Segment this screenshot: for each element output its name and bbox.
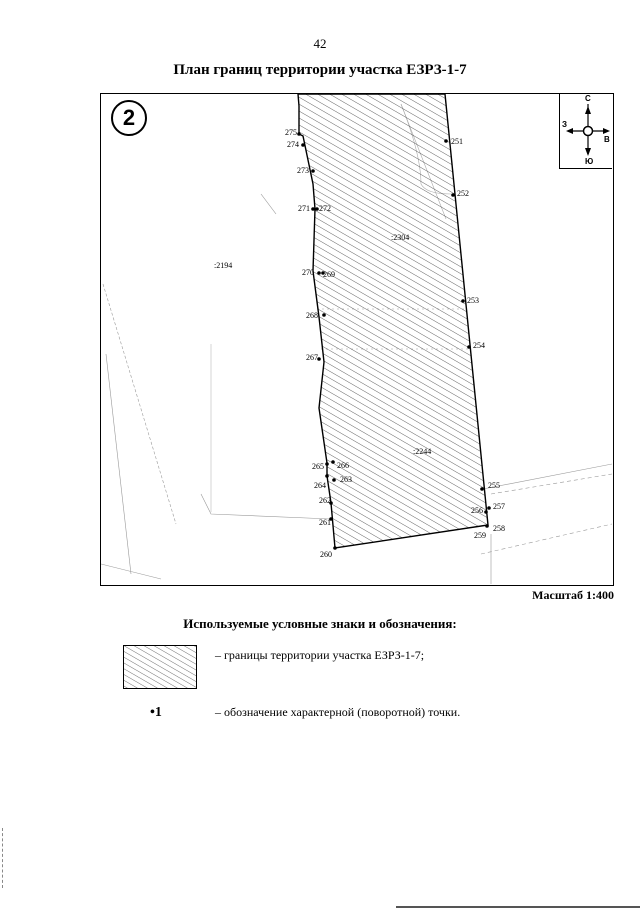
legend-heading: Используемые условные знаки и обозначения: xyxy=(183,616,457,631)
plan-title: План границ территории участка ЕЗРЗ-1-7 xyxy=(173,62,467,78)
compass-north-label: С xyxy=(585,94,591,103)
point-label-273: 273 xyxy=(297,166,309,175)
map-frame xyxy=(100,93,614,586)
point-label-255: 255 xyxy=(488,481,500,490)
point-label-267: 267 xyxy=(306,353,318,362)
compass-south-label: Ю xyxy=(585,157,594,166)
point-label-263: 263 xyxy=(340,475,352,484)
page-number: 42 xyxy=(313,36,327,51)
point-label-257: 257 xyxy=(493,502,505,511)
scan-bottom-line xyxy=(396,906,640,908)
point-label-262: 262 xyxy=(319,496,331,505)
point-label-268: 268 xyxy=(306,311,318,320)
hatch-swatch-icon xyxy=(124,646,196,688)
compass-rose xyxy=(559,94,612,169)
scan-edge-mark xyxy=(2,828,4,888)
compass-east-label: В xyxy=(604,135,610,144)
point-label-260: 260 xyxy=(320,550,332,559)
legend-hatch-swatch xyxy=(123,645,197,689)
compass-west-label: З xyxy=(562,120,568,129)
point-label-266: 266 xyxy=(337,461,349,470)
point-label-259: 259 xyxy=(474,531,486,540)
point-label-261: 261 xyxy=(319,518,331,527)
sheet-number-badge: 2 xyxy=(111,100,147,136)
map-drawing xyxy=(101,94,612,584)
parcel-label-2304: :2304 xyxy=(391,233,410,242)
point-label-270: 270 xyxy=(302,268,314,277)
point-label-256: 256 xyxy=(471,506,483,515)
point-label-254: 254 xyxy=(473,341,485,350)
parcel-label-2194: :2194 xyxy=(214,261,233,270)
legend-point-desc: – обозначение характерной (поворотной) точки. xyxy=(215,705,461,719)
legend-boundary-desc: – границы территории участка ЕЗРЗ-1-7; xyxy=(215,648,425,662)
point-label-252: 252 xyxy=(457,189,469,198)
parcel-ezrz-1-7 xyxy=(298,94,488,548)
point-label-275: 275 xyxy=(285,128,297,137)
scale-label: Масштаб 1:400 xyxy=(532,588,614,602)
point-label-264: 264 xyxy=(314,481,326,490)
legend-point-symbol: •1 xyxy=(150,705,162,720)
point-label-251: 251 xyxy=(451,137,463,146)
parcel-label-2244: :2244 xyxy=(413,447,432,456)
point-label-265: 265 xyxy=(312,462,324,471)
point-label-269: 269 xyxy=(323,270,335,279)
point-label-271: 271 xyxy=(298,204,310,213)
point-label-258: 258 xyxy=(493,524,505,533)
point-label-274: 274 xyxy=(287,140,299,149)
point-label-253: 253 xyxy=(467,296,479,305)
point-label-272: 272 xyxy=(319,204,331,213)
